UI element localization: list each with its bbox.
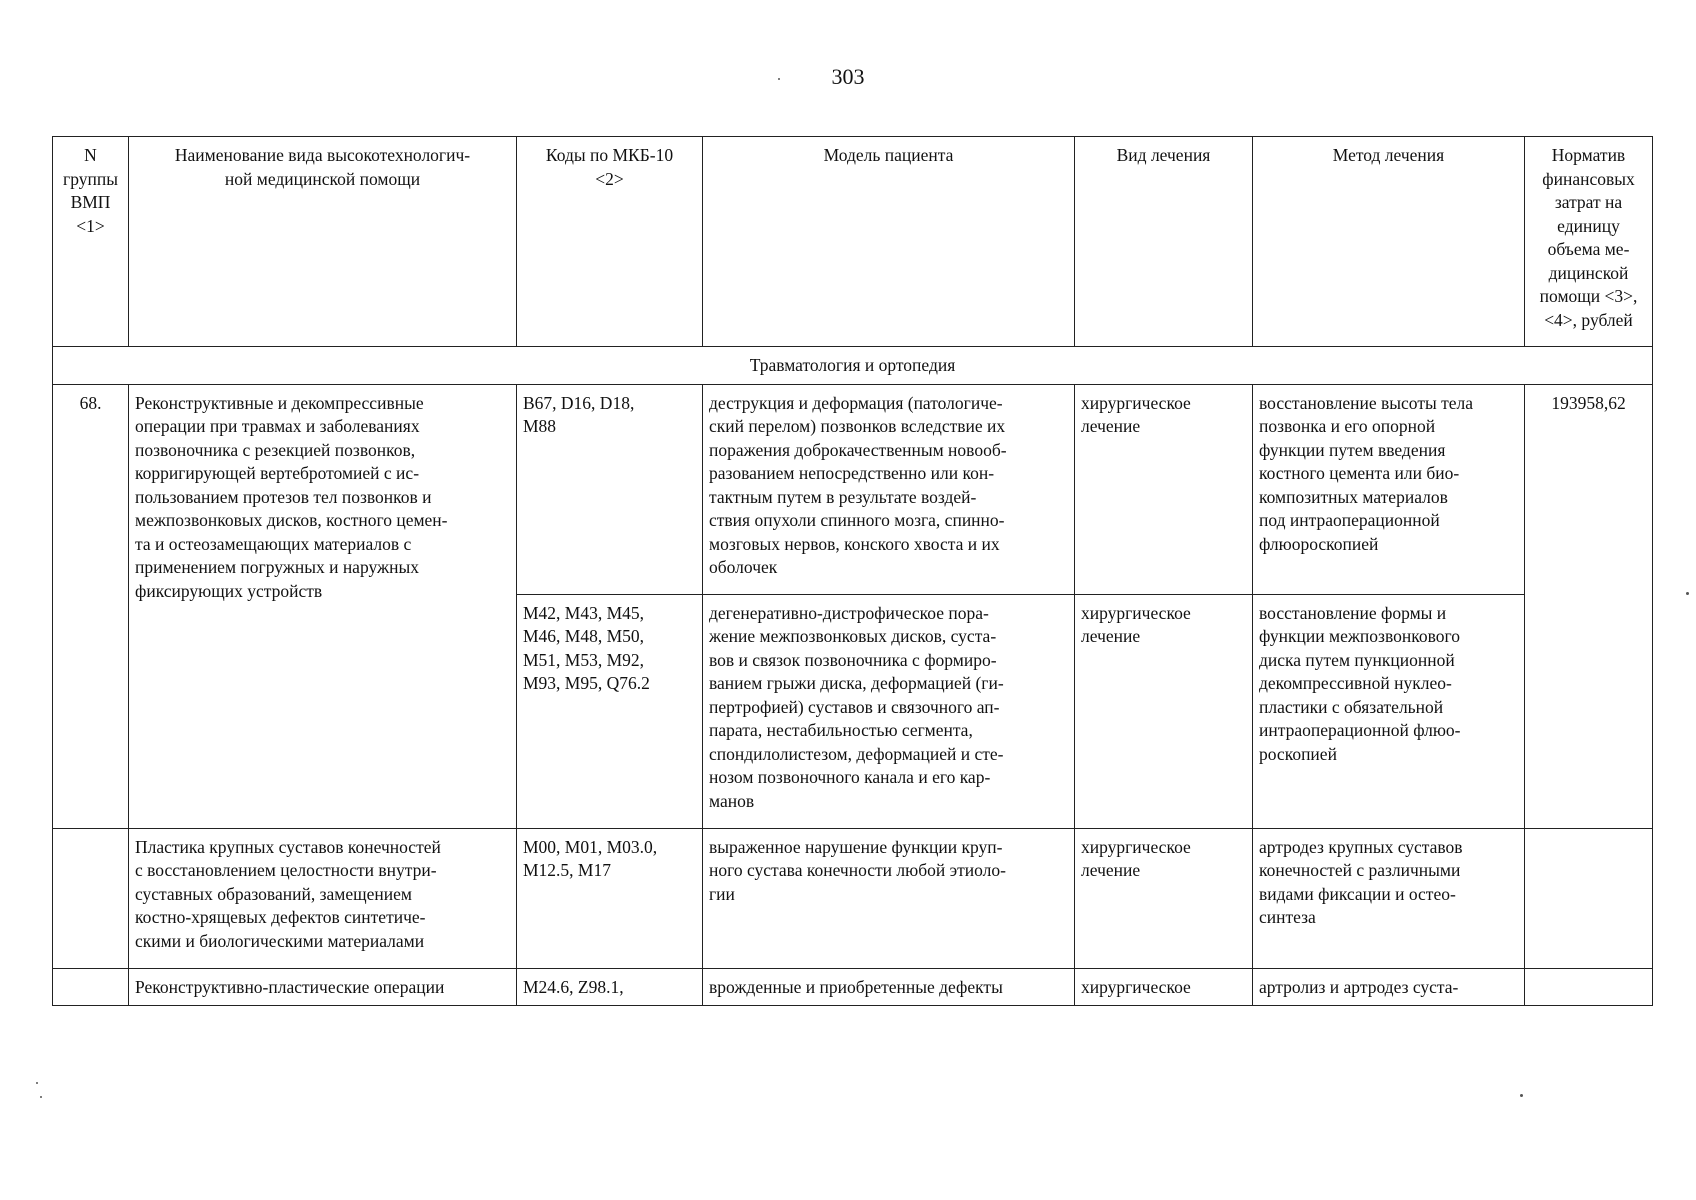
scan-speck [1686, 592, 1689, 595]
header-care-name: Наименование вида высокотехнологич- ной медицинской помощи [129, 137, 517, 347]
scan-speck [36, 1082, 38, 1084]
header-group-number: N группы ВМП <1> [53, 137, 129, 347]
table-row [53, 968, 1653, 1006]
row-cost-norm [1525, 828, 1653, 968]
row-treatment-method: артродез крупных суставов конечностей с различными видами фиксации и остео- синтеза [1253, 828, 1525, 968]
row-cost-norm [1525, 968, 1653, 1006]
scan-speck [40, 1096, 42, 1098]
header-icd-codes: Коды по МКБ-10 <2> [517, 137, 703, 347]
row-care-name: Пластика крупных суставов конечностей с восстановлением целостности внутри- суставных образований, замещением костно-хрящевых дефектов синтетиче- скими и биологическими материалами [129, 828, 517, 968]
table-row [53, 828, 1653, 968]
row-patient-model: деструкция и деформация (патологиче- ский перелом) позвонков вследствие их поражения доброкачественным новооб- разованием непосредственно или кон- тактным путем в результате воздей- ствия опухоли спинного мозга, спинно- мозговых нервов, конского хвоста и их оболочек [703, 384, 1075, 594]
scan-speck [778, 78, 780, 80]
table-row [53, 384, 1653, 594]
row-icd-codes: M00, M01, M03.0, M12.5, M17 [517, 828, 703, 968]
row-cost-norm: 193958,62 [1525, 384, 1653, 828]
row-icd-codes: M42, M43, M45, M46, M48, M50, M51, M53, M92, M93, M95, Q76.2 [517, 594, 703, 828]
vmp-table [52, 136, 1653, 1006]
row-group-number: 68. [53, 384, 129, 828]
row-care-name: Реконструктивно-пластические операции [129, 968, 517, 1006]
row-treatment-type: хирургическое лечение [1075, 594, 1253, 828]
row-treatment-method: артролиз и артродез суста- [1253, 968, 1525, 1006]
row-treatment-type: хирургическое [1075, 968, 1253, 1006]
page-number: 303 [831, 64, 865, 89]
header-cost-norm: Норматив финансовых затрат на единицу объема ме- дицинской помощи <3>, <4>, рублей [1525, 137, 1653, 347]
scan-speck [1520, 1094, 1523, 1097]
row-group-number [53, 828, 129, 968]
row-patient-model: дегенеративно-дистрофическое пора- жение межпозвонковых дисков, суста- вов и связок позвоночника с формиро- ванием грыжи диска, деформацией (ги- пертрофией) суставов и связочного ап- парата, нестабильностью сегмента, спондилолистезом, деформацией и сте- нозом позвоночного канала и его кар- манов [703, 594, 1075, 828]
row-care-name: Реконструктивные и декомпрессивные операции при травмах и заболеваниях позвоночника с резекцией позвонков, корригирующей вертебротомией с ис- пользованием протезов тел позвонков и межпозвонковых дисков, костного цемен- та и остеозамещающих материалов с применением погружных и наружных фиксирующих устройств [129, 384, 517, 828]
row-treatment-type: хирургическое лечение [1075, 384, 1253, 594]
row-treatment-method: восстановление высоты тела позвонка и его опорной функции путем введения костного цемента или био- композитных материалов под интраоперационной флюороскопией [1253, 384, 1525, 594]
row-group-number [53, 968, 129, 1006]
row-patient-model: врожденные и приобретенные дефекты [703, 968, 1075, 1006]
header-patient-model: Модель пациента [703, 137, 1075, 347]
header-treatment-method: Метод лечения [1253, 137, 1525, 347]
row-icd-codes: M24.6, Z98.1, [517, 968, 703, 1006]
row-treatment-method: восстановление формы и функции межпозвонкового диска путем пункционной декомпрессивной нуклео- пластики с обязательной интраоперационной флюо- роскопией [1253, 594, 1525, 828]
header-row [53, 137, 1653, 347]
row-icd-codes: B67, D16, D18, M88 [517, 384, 703, 594]
header-treatment-type: Вид лечения [1075, 137, 1253, 347]
section-row [53, 347, 1653, 385]
row-patient-model: выраженное нарушение функции круп- ного сустава конечности любой этиоло- гии [703, 828, 1075, 968]
section-title: Травматология и ортопедия [53, 347, 1653, 385]
row-treatment-type: хирургическое лечение [1075, 828, 1253, 968]
